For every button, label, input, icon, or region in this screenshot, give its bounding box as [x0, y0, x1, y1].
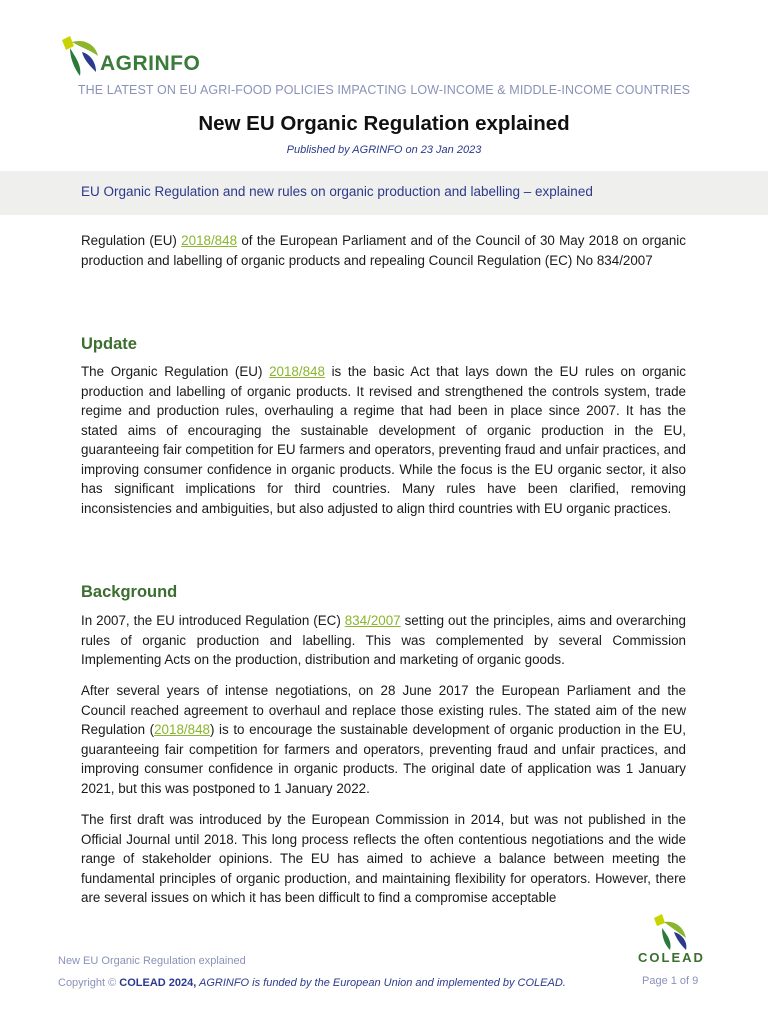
subtitle-text: EU Organic Regulation and new rules on organic production and labelling – explained [81, 184, 593, 199]
regulation-link-834-2007[interactable]: 834/2007 [344, 613, 401, 628]
page-title: New EU Organic Regulation explained [198, 112, 570, 135]
regulation-link-2018-848[interactable]: 2018/848 [181, 233, 238, 248]
background-heading: Background [81, 583, 178, 601]
regulation-link-2018-848[interactable]: 2018/848 [154, 722, 210, 737]
footer-copyright: Copyright © COLEAD 2024, AGRINFO is funded by the European Union and implemented by COLEAD. [58, 977, 566, 989]
background-paragraph-1: In 2007, the EU introduced Regulation (EC) 834/2007 setting out the principles, aims and overarching rules of organic production and labelling. This was complemented by several Commission Implementing Acts on the production, distribution and marketing of organic goods. [81, 613, 686, 667]
published-line: Published by AGRINFO on 23 Jan 2023 [286, 144, 482, 156]
tagline: THE LATEST ON EU AGRI-FOOD POLICIES IMPACTING LOW-INCOME & MIDDLE-INCOME COUNTRIES [77, 83, 691, 97]
colead-wordmark: COLEAD [638, 950, 705, 965]
page-number: Page 1 of 9 [642, 975, 699, 987]
background-paragraph-2: After several years of intense negotiations, on 28 June 2017 the European Parliament and the Council reached agreement to overhaul and replace those existing rules. The stated aim of the new Regulation (2018/848) is to encourage the sustainable development of organic production in the EU, guaranteeing fair competition for farmers and operators, preventing fraud and unfair practices, and improving consumer confidence in organic products. The original date of application was 1 January 2021, but this was postponed to 1 January 2022. [81, 683, 686, 796]
intro-paragraph: Regulation (EU) 2018/848 of the European Parliament and of the Council of 30 May 2018 on organic production and labelling of organic products and repealing Council Regulation (EC) No 834/2007 [81, 233, 686, 268]
footer-doc-title: New EU Organic Regulation explained [58, 955, 246, 967]
background-paragraph-3: The first draft was introduced by the European Commission in 2014, but was not published in the Official Journal until 2018. This long process reflects the often contentious negotiations and the wide range of stakeholder opinions. The EU has aimed to achieve a balance between meeting the fundamental principles of organic production, and maintaining flexibility for operators. However, there are several issues on which it has been difficult to find a compromise acceptable [81, 812, 686, 905]
regulation-link-2018-848[interactable]: 2018/848 [269, 364, 325, 379]
colead-logo [648, 914, 694, 950]
subtitle-band [0, 171, 768, 215]
update-paragraph: The Organic Regulation (EU) 2018/848 is the basic Act that lays down the EU rules on organic production and labelling of organic products. It revised and strengthened the controls system, trade regime and production rules, overhauling a regime that had been in place since 2007. It has the stated aims of encouraging the sustainable development of organic production in the EU, guaranteeing fair competition for EU farmers and operators, preventing fraud and unfair practices, and improving consumer confidence in organic products. While the focus is the EU organic sector, it also has significant implications for third countries. Many rules have been clarified, removing inconsistencies and ambiguities, but also adjusted to align third countries with EU organic practices. [81, 364, 686, 516]
logo-text: AGRINFO [100, 52, 201, 75]
update-heading: Update [81, 335, 137, 353]
